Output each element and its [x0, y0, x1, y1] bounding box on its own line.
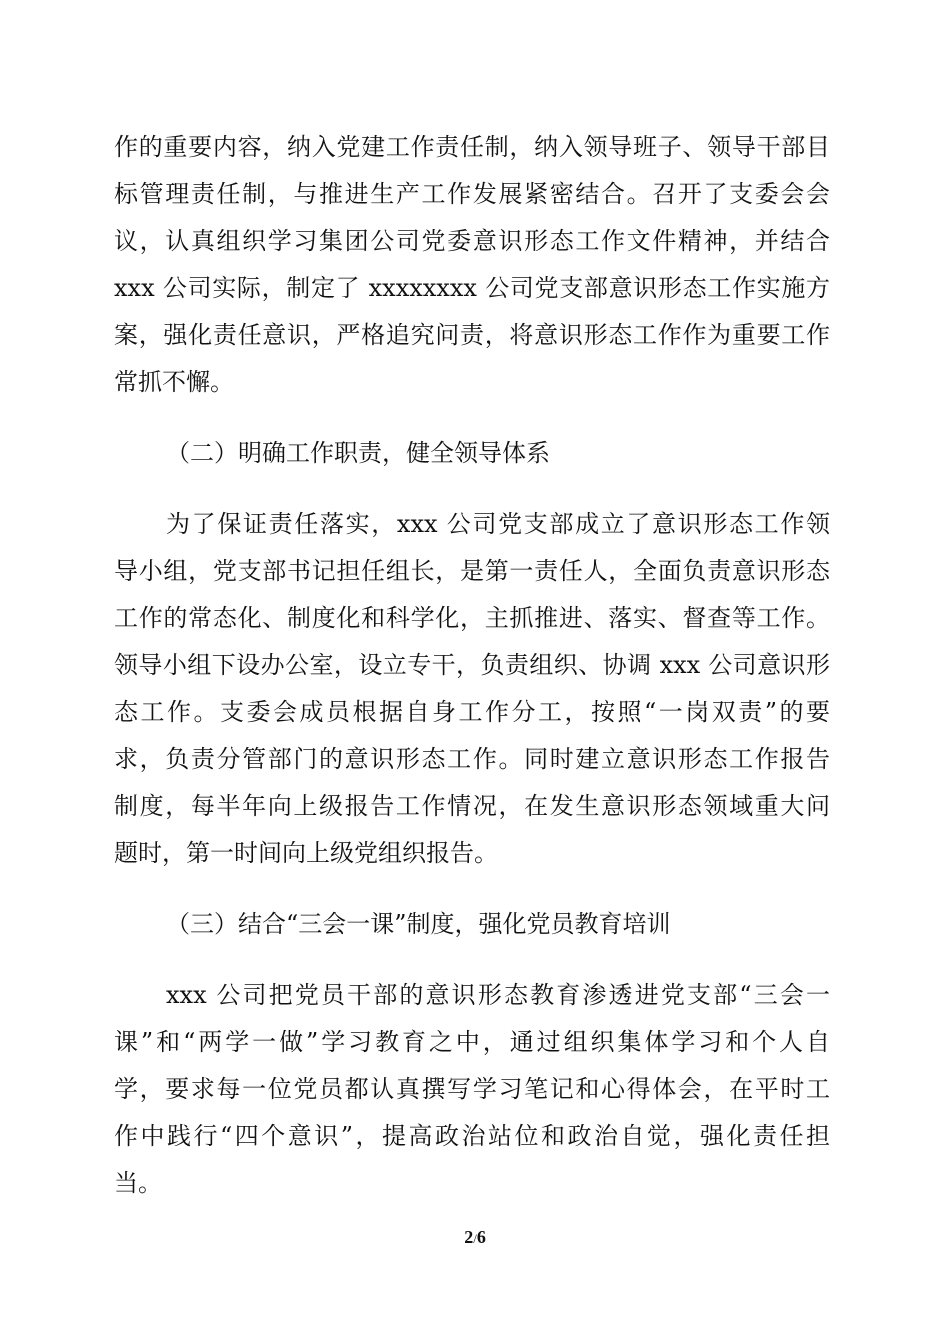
text-line: 求，负责分管部门的意识形态工作。同时建立意识形态工作报告: [114, 745, 830, 773]
text-line: 标管理责任制，与推进生产工作发展紧密结合。召开了支委会会: [114, 180, 830, 208]
text-line: 议，认真组织学习集团公司党委意识形态工作文件精神，并结合: [114, 227, 830, 255]
text-line: 作中践行“四个意识”，提高政治站位和政治自觉，强化责任担: [114, 1122, 830, 1150]
text-line: 为了保证责任落实，xxx 公司党支部成立了意识形态工作领: [166, 510, 830, 538]
section-heading-3: （三）结合“三会一课”制度，强化党员教育培训: [166, 910, 671, 938]
text-line: 工作的常态化、制度化和科学化，主抓推进、落实、督查等工作。: [114, 604, 830, 632]
text-line: 常抓不懈。: [114, 368, 234, 396]
document-body: [114, 124, 830, 1207]
text-line: 案，强化责任意识，严格追究问责，将意识形态工作作为重要工作: [114, 321, 830, 349]
paragraph-1: [114, 124, 830, 406]
text-line: xxx 公司把党员干部的意识形态教育渗透进党支部“三会一: [166, 981, 830, 1009]
text-line: xxx 公司实际，制定了 xxxxxxxx 公司党支部意识形态工作实施方: [114, 274, 830, 302]
text-line: 领导小组下设办公室，设立专干，负责组织、协调 xxx 公司意识形: [114, 651, 830, 679]
page-total: 6: [476, 1227, 486, 1247]
page-number: [0, 1227, 950, 1248]
text-line: 作的重要内容，纳入党建工作责任制，纳入领导班子、领导干部目: [114, 133, 830, 161]
paragraph-2: [114, 501, 830, 877]
text-line: 态工作。支委会成员根据自身工作分工，按照“一岗双责”的要: [114, 698, 830, 726]
text-line: 课”和“两学一做”学习教育之中，通过组织集体学习和个人自: [114, 1028, 830, 1056]
section-heading-2: （二）明确工作职责，健全领导体系: [166, 439, 550, 467]
page-current: 2: [464, 1227, 474, 1247]
text-line: 制度，每半年向上级报告工作情况，在发生意识形态领域重大问: [114, 792, 830, 820]
text-line: 题时，第一时间向上级党组织报告。: [114, 839, 498, 867]
text-line: 导小组，党支部书记担任组长，是第一责任人，全面负责意识形态: [114, 557, 830, 585]
paragraph-3: [114, 972, 830, 1207]
text-line: 学，要求每一位党员都认真撰写学习笔记和心得体会，在平时工: [114, 1075, 830, 1103]
page-separator: /: [473, 1231, 477, 1246]
text-line: 当。: [114, 1169, 162, 1197]
